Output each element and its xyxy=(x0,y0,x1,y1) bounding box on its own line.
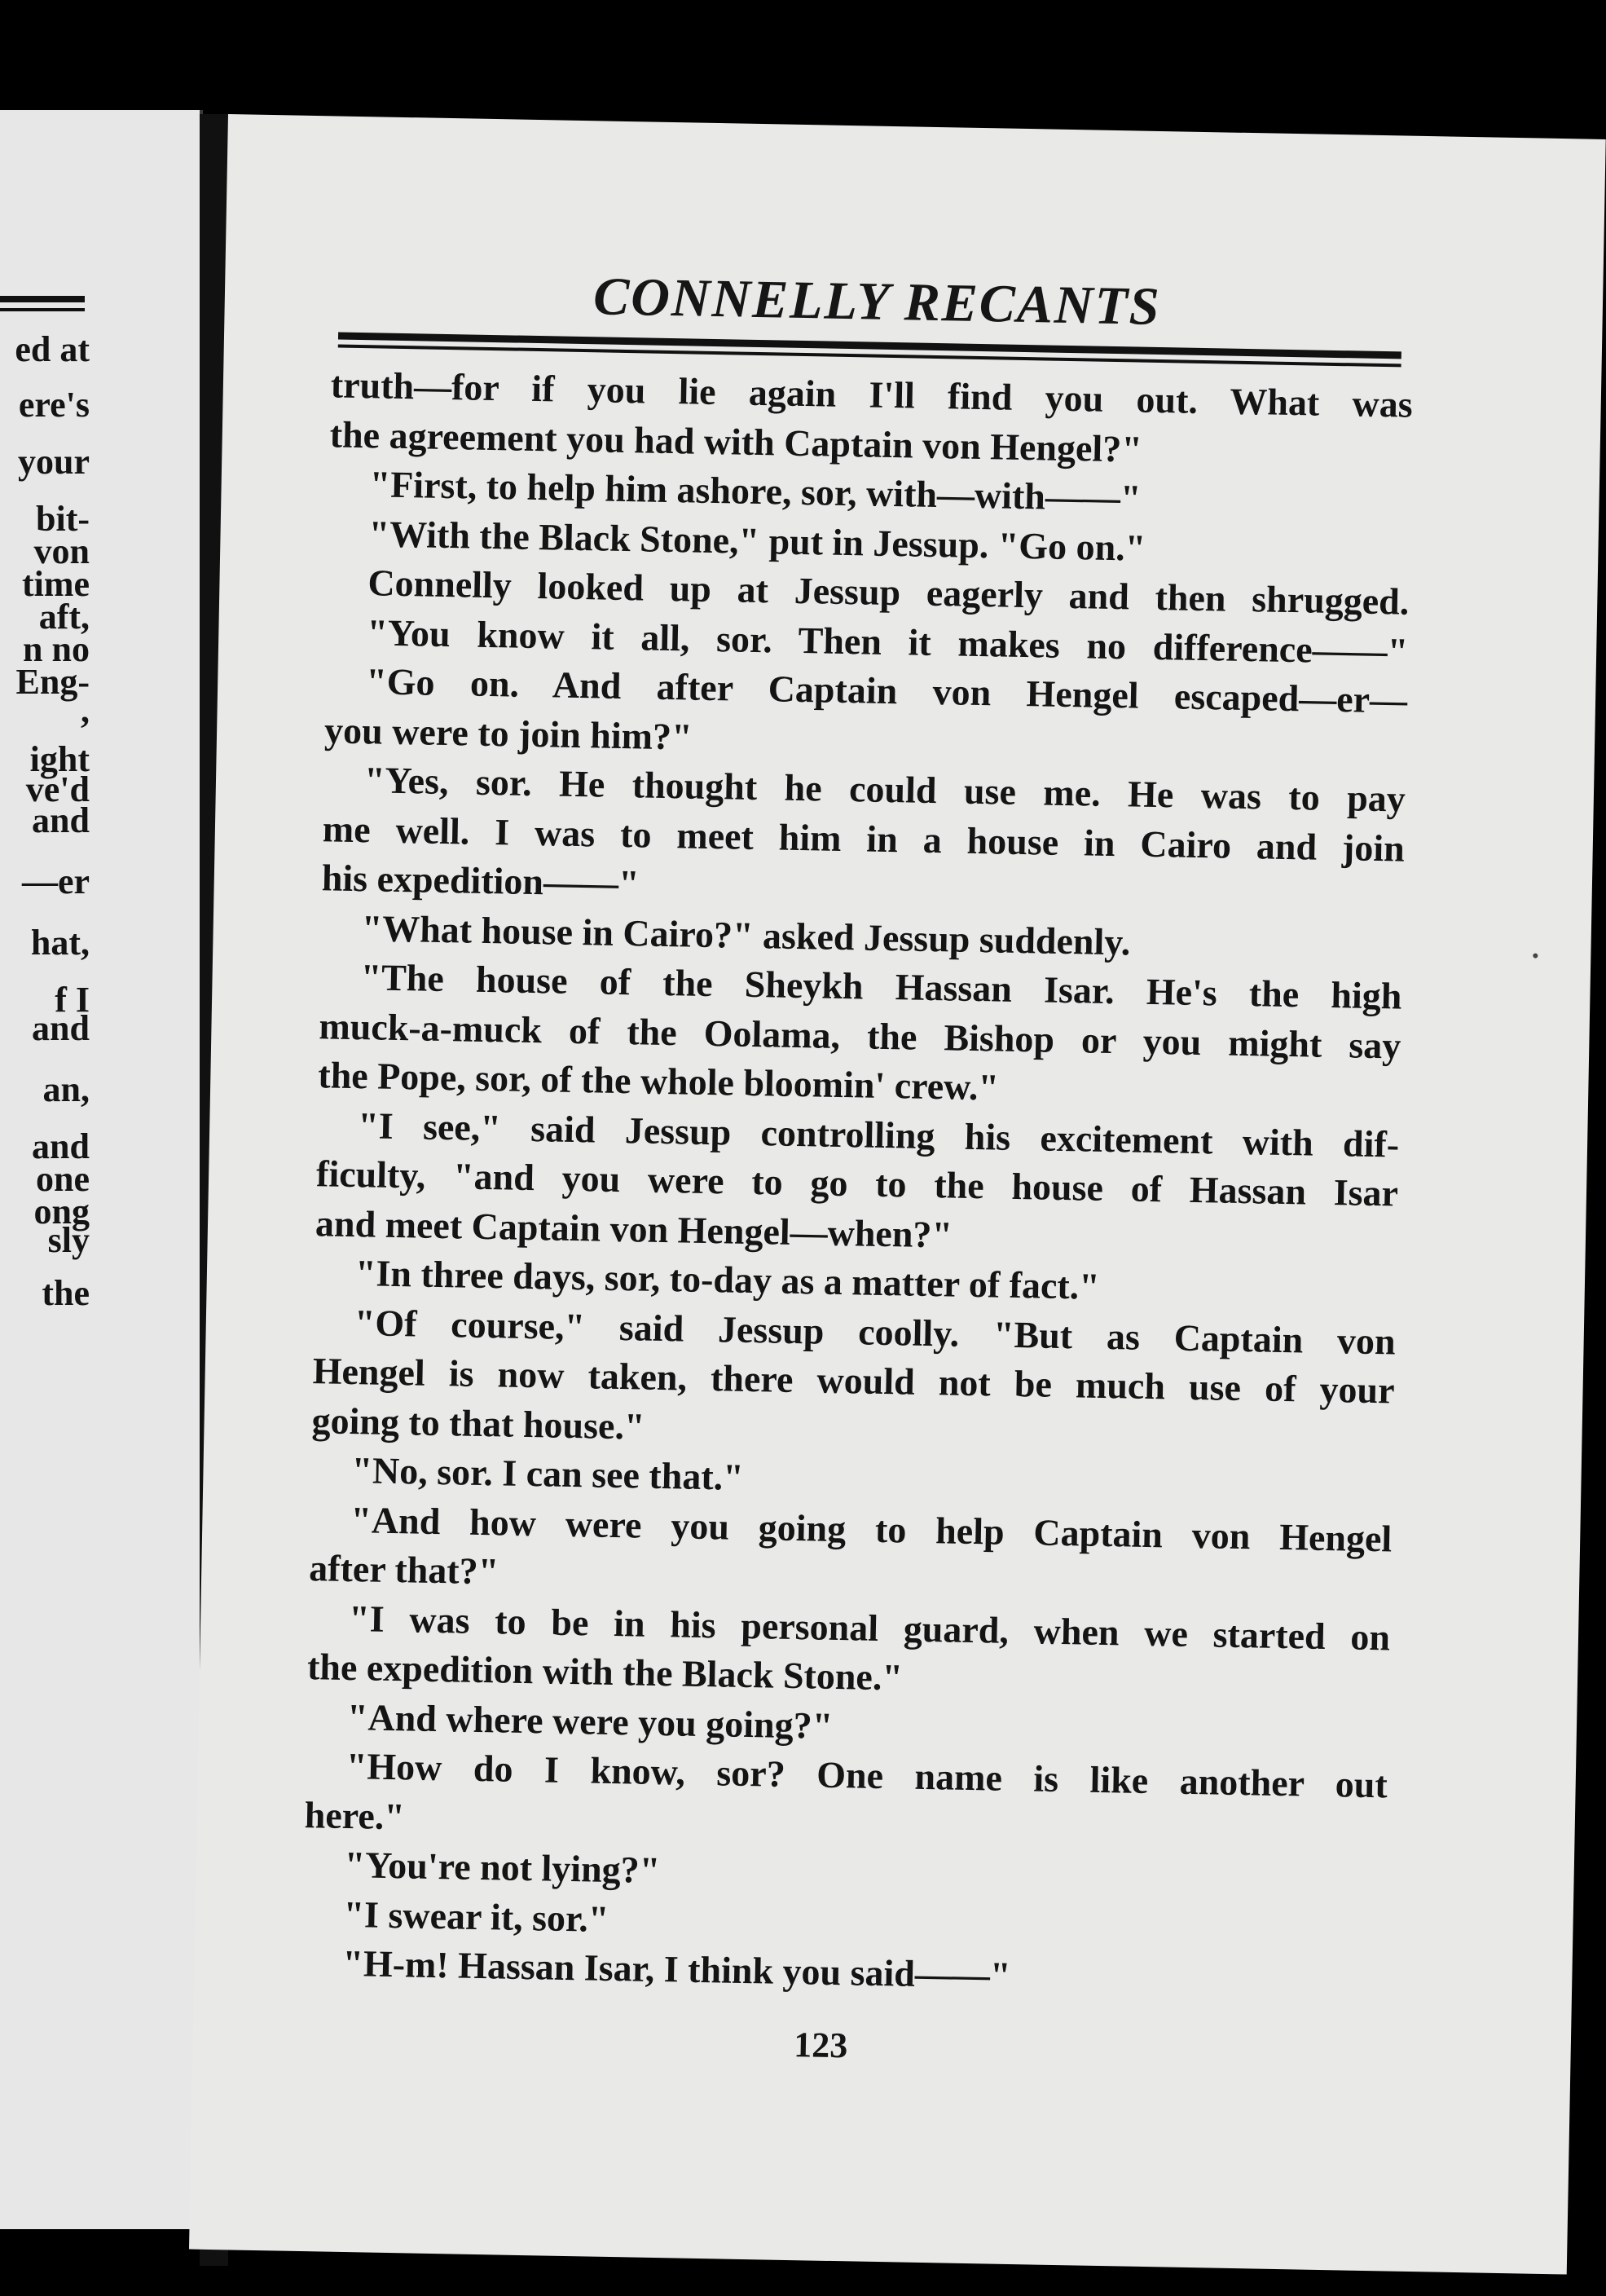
text-line: "H-m! Hassan Isar, I think you said——" xyxy=(341,1941,1011,1996)
text-line: Connelly looked up at Jessup eagerly and then shrugged. xyxy=(367,562,1410,623)
left-page xyxy=(0,110,203,2229)
left-page-fragment: , xyxy=(81,690,90,730)
left-page-fragment: ed at xyxy=(15,329,90,369)
text-line: "How do I know, sor? One name is like another out xyxy=(345,1744,1388,1806)
left-page-fragment: ong xyxy=(33,1192,90,1232)
text-line: here." xyxy=(304,1793,406,1837)
left-page-fragment: ere's xyxy=(18,385,90,425)
text-line: going to that house." xyxy=(311,1399,645,1448)
left-page-fragment: ve'd xyxy=(25,769,90,809)
text-line: "In three days, sor, to-day as a matter of fact." xyxy=(354,1252,1101,1307)
left-page-rule xyxy=(0,296,85,302)
text-line: and meet Captain von Hengel—when?" xyxy=(315,1201,953,1256)
text-line: "First, to help him ashore, sor, with—with——" xyxy=(369,463,1142,519)
left-page-fragment: hat, xyxy=(30,923,90,963)
text-line: "Go on. And after Captain von Hengel escaped—er— xyxy=(365,660,1408,721)
left-page-fragment: one xyxy=(36,1159,90,1199)
text-line: "Of course," said Jessup coolly. "But as Captain von xyxy=(354,1301,1397,1363)
text-line: "Yes, sor. He thought he could use me. He was to pay xyxy=(363,759,1406,820)
left-page-fragment: and xyxy=(32,1008,90,1048)
text-line: "You're not lying?" xyxy=(344,1843,661,1892)
left-page-fragment: aft, xyxy=(38,597,90,637)
text-line: "I was to be in his personal guard, when we started on xyxy=(348,1597,1391,1658)
text-line: me well. I was to meet him in a house in Cairo and join xyxy=(322,807,1406,870)
text-line: "And where were you going?" xyxy=(346,1695,834,1747)
text-line: "You know it all, sor. Then it makes no difference——" xyxy=(366,610,1409,672)
left-page-fragment: and xyxy=(32,1126,90,1166)
running-head: CONNELLY RECANTS xyxy=(592,267,1162,337)
text-line: ficulty, "and you were to go to the house of Hassan Isar xyxy=(315,1152,1399,1214)
text-line: truth—for if you lie again I'll find you out. What was xyxy=(330,364,1414,425)
left-page-fragment: f I xyxy=(55,980,90,1020)
specks xyxy=(1533,954,1538,959)
text-line: his expedition——" xyxy=(321,857,640,905)
text-line: "The house of the Sheykh Hassan Isar. He's the high xyxy=(360,956,1402,1017)
left-page-fragment: ight xyxy=(29,739,90,779)
left-page-fragment: von xyxy=(33,531,90,571)
text-line: "No, sor. I can see that." xyxy=(351,1449,745,1498)
text-line: "I swear it, sor." xyxy=(343,1893,609,1940)
text-line: Hengel is now taken, there would not be much use of your xyxy=(312,1350,1396,1412)
text-line: "What house in Cairo?" asked Jessup suddenly. xyxy=(361,906,1131,963)
left-page-fragment: and xyxy=(32,800,90,840)
text-line: "I see," said Jessup controlling his excitement with dif- xyxy=(357,1104,1400,1166)
right-page xyxy=(189,114,1606,2275)
left-page-fragment: the xyxy=(42,1273,90,1313)
text-line: after that?" xyxy=(308,1547,499,1593)
text-line: "With the Black Stone," put in Jessup. "Go on." xyxy=(368,512,1146,569)
text-line: muck-a-muck of the Oolama, the Bishop or you might say xyxy=(319,1004,1401,1067)
left-page-fragment: an, xyxy=(42,1069,90,1109)
page-number: 123 xyxy=(793,2025,848,2066)
left-page-fragment: sly xyxy=(47,1220,90,1260)
text-line: the expedition with the Black Stone." xyxy=(306,1646,904,1699)
left-page-fragment: time xyxy=(21,564,90,604)
left-page-rule-thin xyxy=(0,308,85,311)
text-line: the agreement you had with Captain von Hengel?" xyxy=(329,412,1143,470)
left-page-fragment: —er xyxy=(21,862,90,901)
text-line: the Pope, sor, of the whole bloomin' crew." xyxy=(317,1054,1000,1108)
left-page-fragment: n no xyxy=(23,629,90,669)
page-body xyxy=(301,360,1413,2007)
left-page-fragment: your xyxy=(18,442,90,482)
left-page-fragment: bit- xyxy=(36,499,90,539)
text-line: you were to join him?" xyxy=(323,708,693,758)
left-page-fragment: Eng- xyxy=(15,662,90,702)
text-line: "And how were you going to help Captain von Hengel xyxy=(350,1498,1393,1559)
